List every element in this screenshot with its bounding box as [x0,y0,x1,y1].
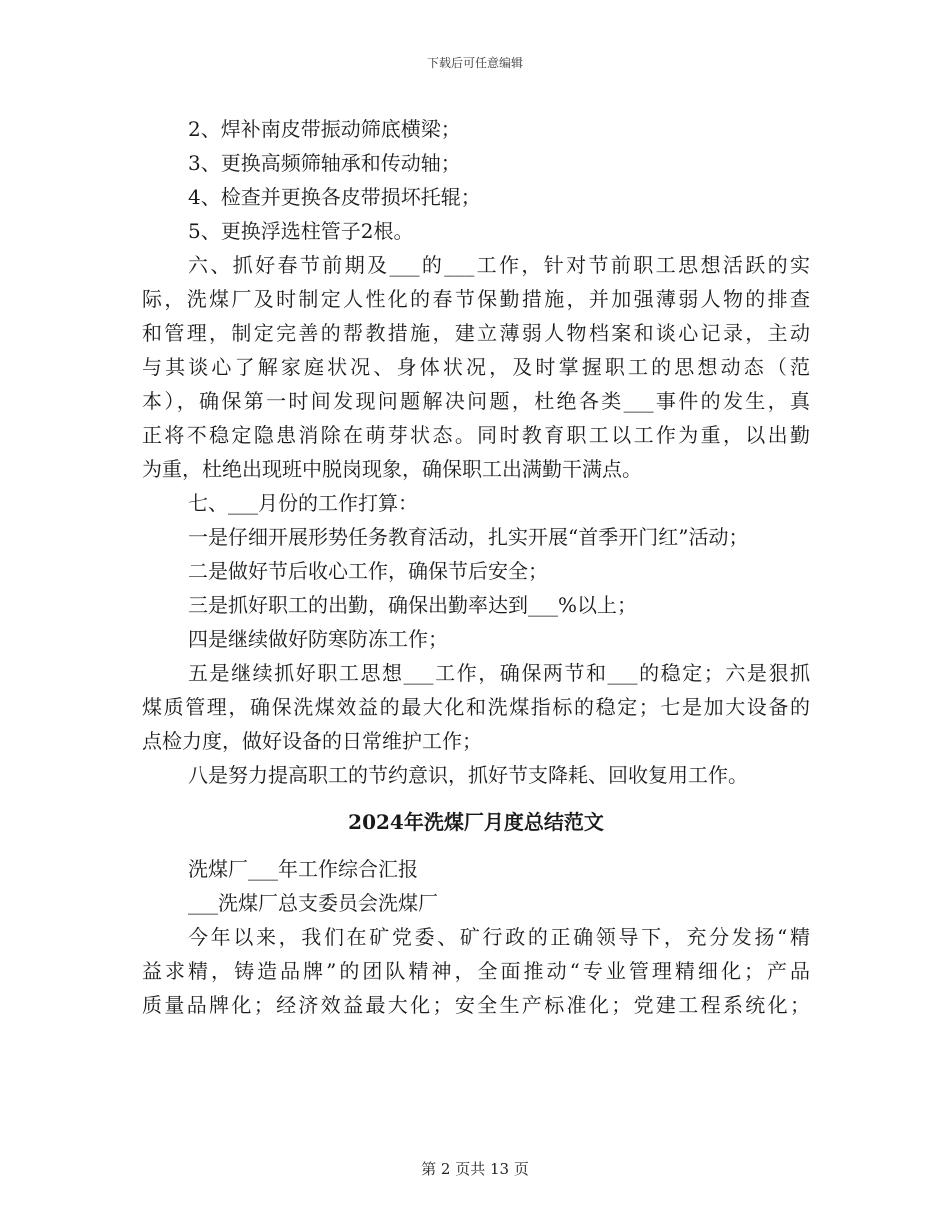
text-line: 5、更换浮选柱管子2根。 [188,219,414,243]
text-line: ___洗煤厂总支委员会洗煤厂 [188,891,438,915]
section-annual-report [142,852,810,1022]
text-line: 二是做好节后收心工作，确保节后安全； [188,559,548,583]
text-line: 五是继续抓好职工思想___工作，确保两节和___的稳定；六是狠抓 [188,661,810,685]
section-work-items [142,112,810,792]
page-header: 下载后可任意编辑 [426,56,523,70]
text-line: 点检力度，做好设备的日常维护工作； [142,729,482,753]
document-title: 2024年洗煤厂月度总结范文 [348,810,604,834]
text-line: 际，洗煤厂及时制定人性化的春节保勤措施，并加强薄弱人物的排查 [142,287,810,311]
text-line: 3、更换高频筛轴承和传动轴； [188,151,461,175]
text-line: 2、焊补南皮带振动筛底横梁； [188,117,461,141]
text-line: 益求精，铸造品牌”的团队精神，全面推动“专业管理精细化；产品 [142,959,810,983]
text-line: 正将不稳定隐患消除在萌芽状态。同时教育职工以工作为重，以出勤 [142,423,810,447]
text-line: 六、抓好春节前期及___的___工作，针对节前职工思想活跃的实 [188,253,810,277]
text-line: 与其谈心了解家庭状况、身体状况，及时掌握职工的思想动态（范 [142,355,810,379]
page-footer: 第 2 页共 13 页 [421,1160,529,1178]
text-line: 煤质管理，确保洗煤效益的最大化和洗煤指标的稳定；七是加大设备的 [142,695,810,719]
text-line: 今年以来，我们在矿党委、矿行政的正确领导下，充分发扬“精 [188,925,810,949]
text-line: 四是继续做好防寒防冻工作； [188,627,448,651]
document-body [142,112,810,1022]
text-line: 本），确保第一时间发现问题解决问题，杜绝各类___事件的发生，真 [142,389,810,413]
text-line: 4、检查并更换各皮带损坏托辊； [188,185,481,209]
text-line: 为重，杜绝出现班中脱岗现象，确保职工出满勤干满点。 [142,457,642,481]
text-line: 和管理，制定完善的帮教措施，建立薄弱人物档案和谈心记录，主动 [142,321,810,345]
text-line: 八是努力提高职工的节约意识，抓好节支降耗、回收复用工作。 [188,763,748,787]
text-line: 七、___月份的工作打算： [188,491,418,515]
text-line: 质量品牌化；经济效益最大化；安全生产标准化；党建工程系统化； [142,993,810,1017]
text-line: 洗煤厂___年工作综合汇报 [188,857,418,881]
text-line: 三是抓好职工的出勤，确保出勤率达到___%以上； [188,593,638,617]
text-line: 一是仔细开展形势任务教育活动，扎实开展“首季开门红”活动； [188,525,749,549]
